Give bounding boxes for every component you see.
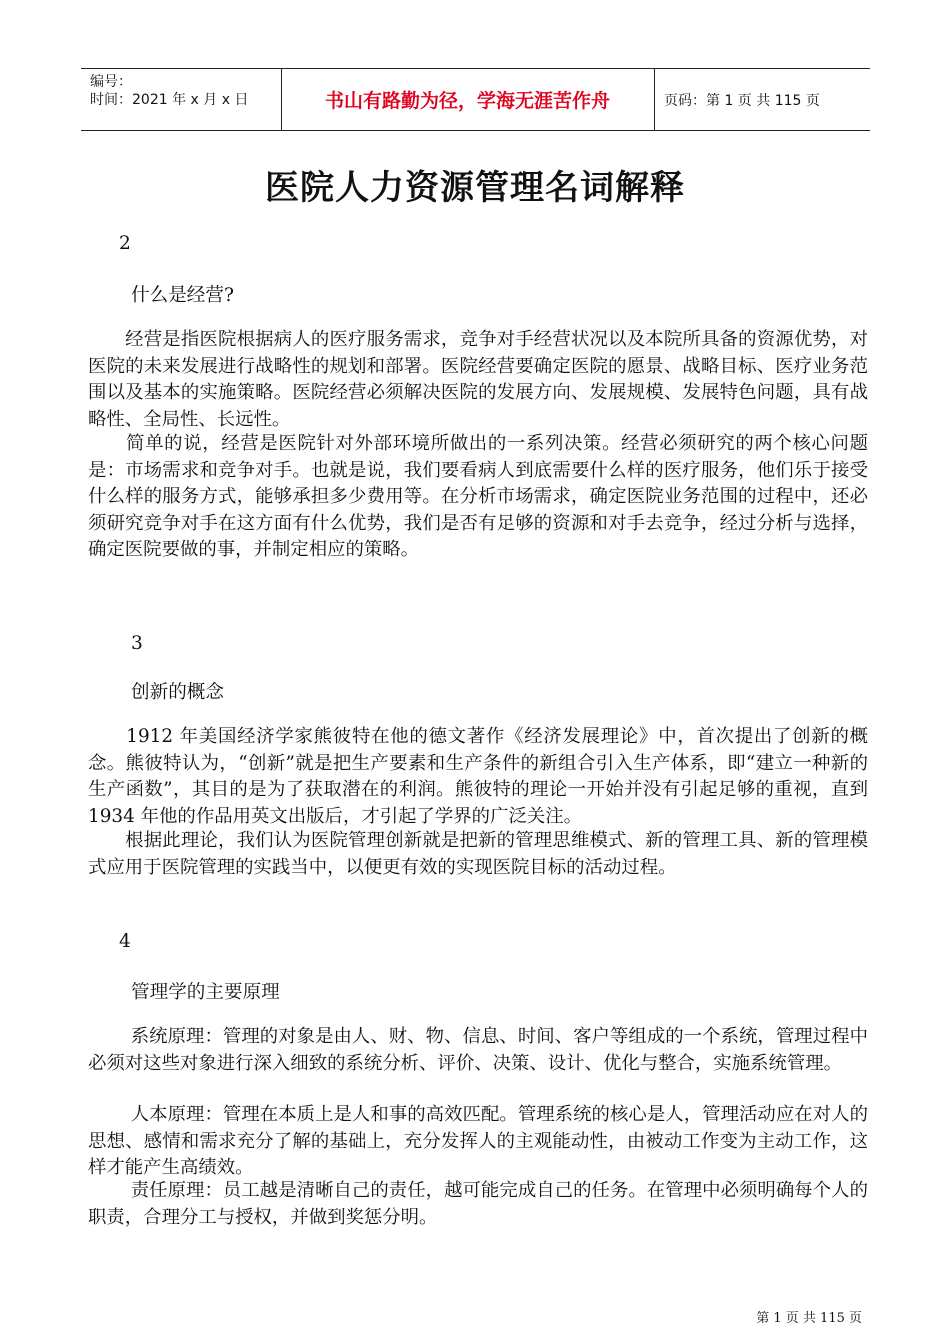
header-page-label: 页码：第 1 页 共 115 页 bbox=[664, 92, 820, 109]
section-heading: 创新的概念 bbox=[131, 682, 224, 703]
body-paragraph: 系统原理：管理的对象是由人、财、物、信息、时间、客户等组成的一个系统，管理过程中必须对这些对象进行深入细致的系统分析、评价、决策、设计、优化与整合，实施系统管理。 bbox=[88, 1026, 868, 1074]
document-date-label: 时间：2021 年 x 月 x 日 bbox=[90, 92, 249, 108]
body-paragraph: 人本原理：管理在本质上是人和事的高效匹配。管理系统的核心是人，管理活动应在对人的思想、感情和需求充分了解的基础上，充分发挥人的主观能动性，由被动工作变为主动工作，这样才能产生高绩效。 bbox=[88, 1104, 868, 1179]
section-number: 2 bbox=[119, 233, 131, 254]
header-motto: 书山有路勤为径，学海无涯苦作舟 bbox=[324, 90, 610, 112]
body-paragraph: 根据此理论，我们认为医院管理创新就是把新的管理思维模式、新的管理工具、新的管理模式应用于医院管理的实践当中，以便更有效的实现医院目标的活动过程。 bbox=[88, 830, 868, 878]
section-heading: 什么是经营? bbox=[131, 285, 234, 306]
section-number: 3 bbox=[131, 633, 143, 654]
header-divider bbox=[654, 69, 655, 130]
document-number-label: 编号： bbox=[90, 74, 132, 90]
page-footer: 第 1 页 共 115 页 bbox=[756, 1311, 862, 1326]
section-number: 4 bbox=[119, 931, 131, 952]
document-title: 医院人力资源管理名词解释 bbox=[265, 168, 685, 208]
body-paragraph: 简单的说，经营是医院针对外部环境所做出的一系列决策。经营必须研究的两个核心问题是：市场需求和竞争对手。也就是说，我们要看病人到底需要什么样的医疗服务，他们乐于接受什么样的服务方式，能够承担多少费用等。在分析市场需求，确定医院业务范围的过程中，还必须研究竞争对手在这方面有什么优势，我们是否有足够的资源和对手去竞争，经过分析与选择，确定医院要做的事，并制定相应的策略。 bbox=[88, 433, 868, 561]
body-paragraph: 责任原理：员工越是清晰自己的责任，越可能完成自己的任务。在管理中必须明确每个人的职责，合理分工与授权，并做到奖惩分明。 bbox=[88, 1180, 868, 1228]
section-heading: 管理学的主要原理 bbox=[131, 982, 280, 1003]
header-meta bbox=[90, 73, 248, 109]
document-header bbox=[81, 68, 870, 131]
body-paragraph: 1912 年美国经济学家熊彼特在他的德文著作《经济发展理论》中，首次提出了创新的概念。熊彼特认为，“创新”就是把生产要素和生产条件的新组合引入生产体系，即“建立一种新的生产函数”，其目的是为了获取潜在的利润。熊彼特的理论一开始并没有引起足够的重视，直到 1934 年他的作品用英文出版后，才引起了学界的广泛关注。 bbox=[88, 726, 868, 827]
body-paragraph: 经营是指医院根据病人的医疗服务需求，竞争对手经营状况以及本院所具备的资源优势，对医院的未来发展进行战略性的规划和部署。医院经营要确定医院的愿景、战略目标、医疗业务范围以及基本的实施策略。医院经营必须解决医院的发展方向、发展规模、发展特色问题，具有战略性、全局性、长远性。 bbox=[88, 329, 868, 430]
